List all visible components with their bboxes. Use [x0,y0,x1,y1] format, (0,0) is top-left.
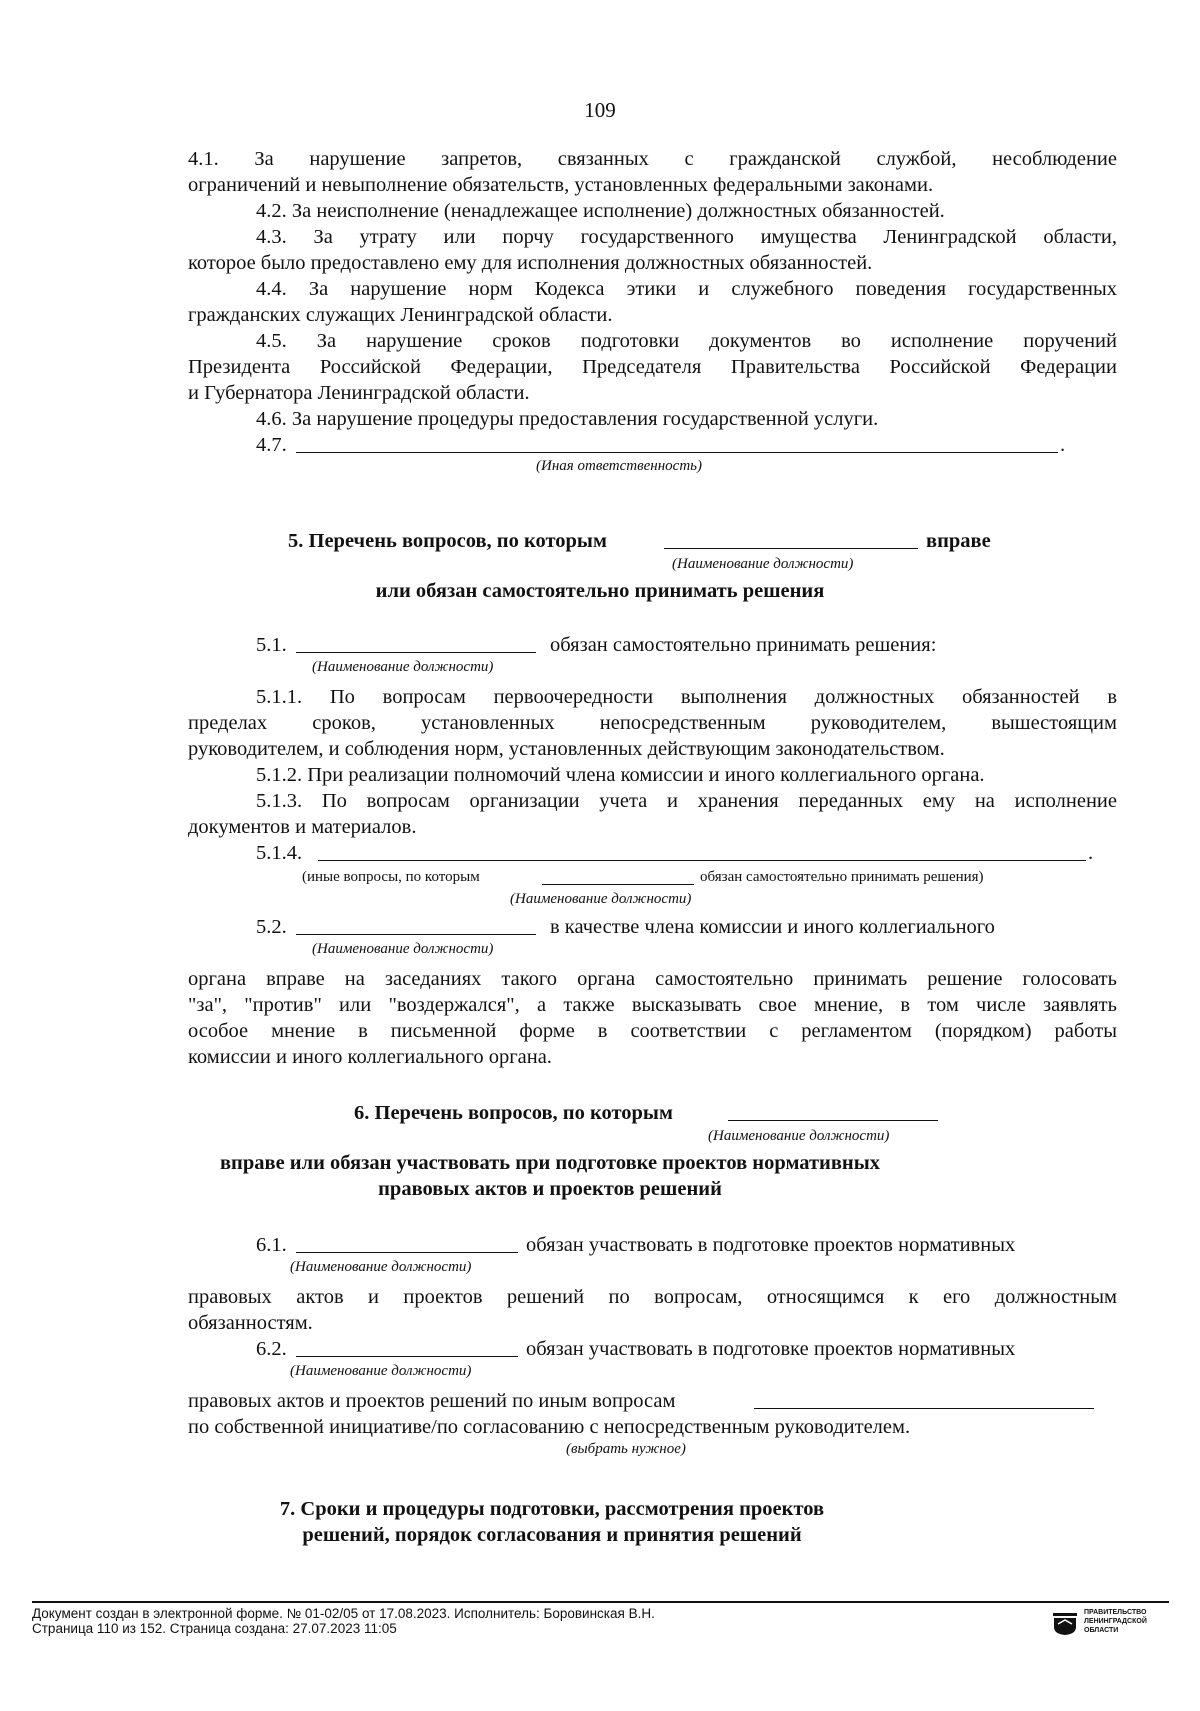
paragraph-5-2-number: 5.2. [256,916,287,938]
logo-caption-line1: ПРАВИТЕЛЬСТВО [1084,1609,1147,1616]
section-7-heading-line2: решений, порядок согласования и принятия решений [302,1524,802,1546]
paragraph-6-2-number: 6.2. [256,1338,287,1360]
paragraph-5-2-text: в качестве члена комиссии и иного коллегиального [550,916,995,938]
paragraph-6-1-number: 6.1. [256,1234,287,1256]
caption-position-5-2: (Наименование должности) [312,941,494,957]
paragraph-4-1-line1: 4.1. За нарушение запретов, связанных с гражданской службой, несоблюдение [188,148,1117,170]
blank-line-5-2 [296,934,536,935]
section-6-heading-line3: правовых актов и проектов решений [378,1178,722,1200]
footer-divider [32,1601,1169,1603]
paragraph-5-1-1-line1: 5.1.1. По вопросам первоочередности выполнения должностных обязанностей в [256,686,1117,708]
paragraph-5-2-line2: органа вправе на заседаниях такого органа самостоятельно принимать решение голосовать [188,968,1117,990]
paragraph-4-3-line2: которое было предоставлено ему для исполнения должностных обязанностей. [188,252,873,274]
paragraph-5-1-1-line2: пределах сроков, установленных непосредственным руководителем, вышестоящим [188,712,1117,734]
logo-caption [1084,1608,1147,1635]
paragraph-5-2-line3: "за", "против" или "воздержался", а также высказывать свое мнение, в том числе заявлять [188,994,1117,1016]
paragraph-5-1-2: 5.1.2. При реализации полномочий члена комиссии и иного коллегиального органа. [256,764,985,786]
paragraph-5-1-text: обязан самостоятельно принимать решения: [550,634,937,656]
paragraph-4-4-line1: 4.4. За нарушение норм Кодекса этики и служебного поведения государственных [256,278,1117,300]
paragraph-6-2-line3: по собственной инициативе/по согласованию с непосредственным руководителем. [188,1416,911,1438]
blank-line-6-1 [296,1252,518,1253]
paragraph-4-3-line1: 4.3. За утрату или порчу государственного имущества Ленинградской области, [256,226,1117,248]
blank-line-5-1-4 [318,860,1086,861]
caption-position-6-2: (Наименование должности) [290,1363,472,1379]
caption-position-6-1: (Наименование должности) [290,1259,472,1275]
paragraph-4-7-period: . [1060,434,1066,456]
paragraph-6-2-text: обязан участвовать в подготовке проектов нормативных [526,1338,1016,1360]
blank-line-s5-heading [664,548,918,549]
section-5-heading-part1: 5. Перечень вопросов, по которым [288,530,607,552]
logo-caption-line3: ОБЛАСТИ [1084,1627,1119,1634]
caption-position-s6-heading: (Наименование должности) [708,1128,890,1144]
paragraph-5-1-4-number: 5.1.4. [256,842,303,864]
government-logo [1052,1606,1172,1642]
section-5-heading-line2: или обязан самостоятельно принимать решения [375,580,825,602]
caption-choose-option: (выбрать нужное) [566,1441,686,1457]
note-5-1-4-part2: обязан самостоятельно принимать решения) [700,869,984,885]
section-5-heading-part2: вправе [926,530,991,552]
paragraph-4-5-line2: Президента Российской Федерации, Председателя Правительства Российской Федерации [188,356,1117,378]
logo-caption-line2: ЛЕНИНГРАДСКОЙ [1084,1618,1147,1625]
coat-of-arms-icon [1052,1610,1078,1636]
note-5-1-4-part1: (иные вопросы, по которым [302,869,480,885]
blank-line-5-1-4-note [542,884,694,885]
paragraph-4-5-line1: 4.5. За нарушение сроков подготовки документов во исполнение поручений [256,330,1117,352]
paragraph-6-1-line3: обязанностям. [188,1312,313,1334]
paragraph-4-4-line2: гражданских служащих Ленинградской области. [188,304,613,326]
paragraph-4-5-line3: и Губернатора Ленинградской области. [188,382,530,404]
footer-line-2: Страница 110 из 152. Страница создана: 27.07.2023 11:05 [32,1621,397,1636]
paragraph-5-1-number: 5.1. [256,634,287,656]
blank-line-s6-heading [728,1120,938,1121]
caption-position-5-1: (Наименование должности) [312,659,494,675]
section-6-heading-line2: вправе или обязан участвовать при подготовке проектов нормативных [219,1152,881,1174]
paragraph-5-2-line5: комиссии и иного коллегиального органа. [188,1046,552,1068]
paragraph-6-2-line2: правовых актов и проектов решений по иным вопросам [188,1390,676,1412]
paragraph-6-1-line2: правовых актов и проектов решений по вопросам, относящимся к его должностным [188,1286,1117,1308]
caption-position-s5-heading: (Наименование должности) [672,556,854,572]
blank-line-6-2 [296,1356,518,1357]
page-number: 109 [584,98,616,122]
blank-line-6-2-other-questions [754,1408,1094,1409]
paragraph-5-1-4-period: . [1088,842,1094,864]
caption-other-responsibility: (Иная ответственность) [536,458,702,474]
blank-line-5-1 [296,652,536,653]
paragraph-5-2-line4: особое мнение в письменной форме в соответствии с регламентом (порядком) работы [188,1020,1117,1042]
paragraph-5-1-1-line3: руководителем, и соблюдения норм, установленных действующим законодательством. [188,738,945,760]
footer-line-1: Документ создан в электронной форме. № 01-02/05 от 17.08.2023. Исполнитель: Боровинская В.Н. [32,1606,655,1621]
paragraph-4-2: 4.2. За неисполнение (ненадлежащее исполнение) должностных обязанностей. [256,200,945,222]
caption-position-5-1-4: (Наименование должности) [510,891,692,907]
section-6-heading-part1: 6. Перечень вопросов, по которым [354,1102,673,1124]
paragraph-4-7-number: 4.7. [256,434,287,456]
blank-line-4-7 [296,452,1058,453]
paragraph-5-1-3-line1: 5.1.3. По вопросам организации учета и хранения переданных ему на исполнение [256,790,1117,812]
section-7-heading-line1: 7. Сроки и процедуры подготовки, рассмотрения проектов [279,1498,825,1520]
paragraph-4-6: 4.6. За нарушение процедуры предоставления государственной услуги. [256,408,879,430]
paragraph-4-1-line2: ограничений и невыполнение обязательств, установленных федеральными законами. [188,174,934,196]
paragraph-5-1-3-line2: документов и материалов. [188,816,417,838]
paragraph-6-1-text: обязан участвовать в подготовке проектов нормативных [526,1234,1016,1256]
